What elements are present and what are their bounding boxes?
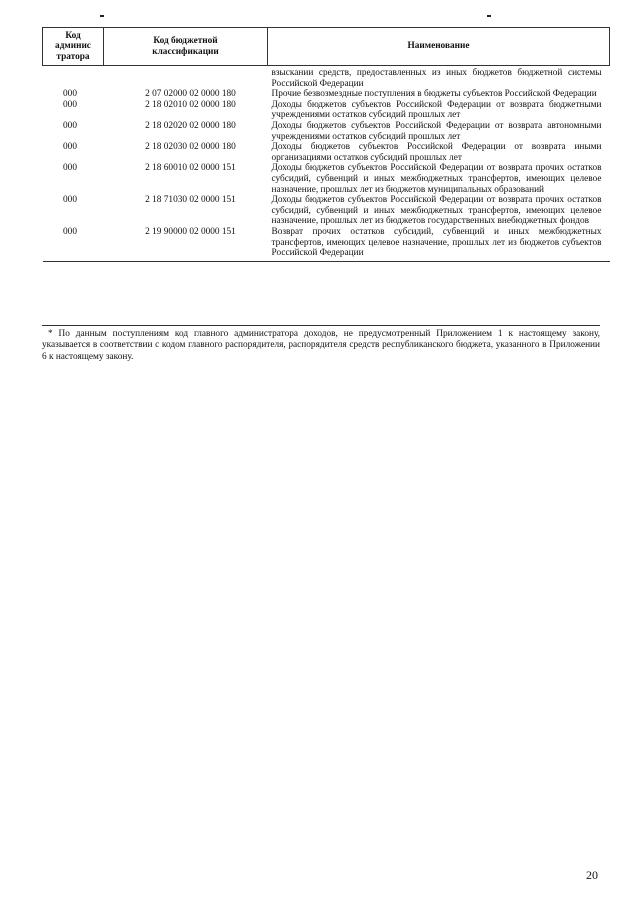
admin-code-cell: 000	[43, 227, 104, 261]
admin-code-cell: 000	[63, 142, 77, 153]
name-cell: Доходы бюджетов субъектов Российской Федерации от возврата бюджетными учреждениями остатков субсидий прошлых лет	[271, 99, 602, 121]
budget-code-cell: 2 18 02020 02 0000 180	[145, 120, 236, 131]
name-cell: Доходы бюджетов субъектов Российской Федерации от возврата прочих остатков субсидий, субвенций и иных межбюджетных трансфертов, имеющих целевое назначение, прошлых лет из бюджетов муниципальных образований	[271, 163, 602, 195]
name-cell: Доходы бюджетов субъектов Российской Федерации от возврата прочих остатков субсидий, субвенций и иных межбюджетных трансфертов, имеющих целевое назначение, прошлых лет из бюджетов государственных внебюджетных фондов	[271, 195, 602, 227]
table-row	[43, 195, 610, 227]
table-row	[43, 142, 610, 163]
table-row	[43, 66, 610, 90]
budget-code-cell: 2 18 60010 02 0000 151	[145, 163, 236, 174]
footnote: * По данным поступлениям код главного администратора доходов, не предусмотренный Приложением 1 к настоящему закону, указывается в соответствии с кодом главного распорядителя, распорядителя средств республиканского бюджета, указанного в Приложении 6 к настоящему закону.	[42, 325, 600, 363]
admin-code-cell: 000	[63, 195, 77, 206]
budget-classification-table	[42, 27, 610, 262]
table-row	[43, 89, 610, 100]
admin-code-cell: 000	[63, 163, 77, 174]
budget-code-cell: 2 18 02010 02 0000 180	[145, 99, 236, 110]
column-header-budget-code: Код бюджетной классификации	[104, 28, 268, 66]
budget-code-cell: 2 07 02000 02 0000 180	[145, 89, 236, 100]
name-cell: Доходы бюджетов субъектов Российской Федерации от возврата автономными учреждениями остатков субсидий прошлых лет	[271, 120, 602, 142]
admin-code-cell	[43, 66, 104, 90]
name-cell: Возврат прочих остатков субсидий, субвенций и иных межбюджетных трансфертов, имеющих целевое назначение, прошлых лет из бюджетов субъектов Российской Федерации	[268, 227, 610, 261]
table-row	[43, 100, 610, 121]
header-tick-mark	[487, 15, 491, 17]
name-cell: взыскании средств, предоставленных из иных бюджетов бюджетной системы Российской Федерации	[271, 68, 602, 89]
column-header-name: Наименование	[268, 28, 610, 66]
budget-code-cell	[104, 66, 268, 90]
table-row	[43, 121, 610, 142]
name-cell: Доходы бюджетов субъектов Российской Федерации от возврата иными организациями остатков субсидий прошлых лет	[271, 142, 602, 163]
admin-code-cell: 000	[63, 99, 77, 110]
admin-code-cell: 000	[63, 120, 77, 131]
admin-code-cell: 000	[63, 89, 77, 100]
table-row	[43, 163, 610, 195]
budget-code-cell: 2 19 90000 02 0000 151	[104, 227, 268, 261]
budget-code-cell: 2 18 02030 02 0000 180	[145, 142, 236, 153]
column-header-admin-code: Код админис тратора	[43, 28, 104, 66]
table-header-row	[43, 28, 610, 66]
header-tick-mark	[100, 15, 104, 17]
budget-code-cell: 2 18 71030 02 0000 151	[145, 195, 236, 206]
page-number: 20	[586, 868, 598, 882]
table-row	[43, 227, 610, 261]
name-cell: Прочие безвозмездные поступления в бюджеты субъектов Российской Федерации	[271, 89, 597, 100]
